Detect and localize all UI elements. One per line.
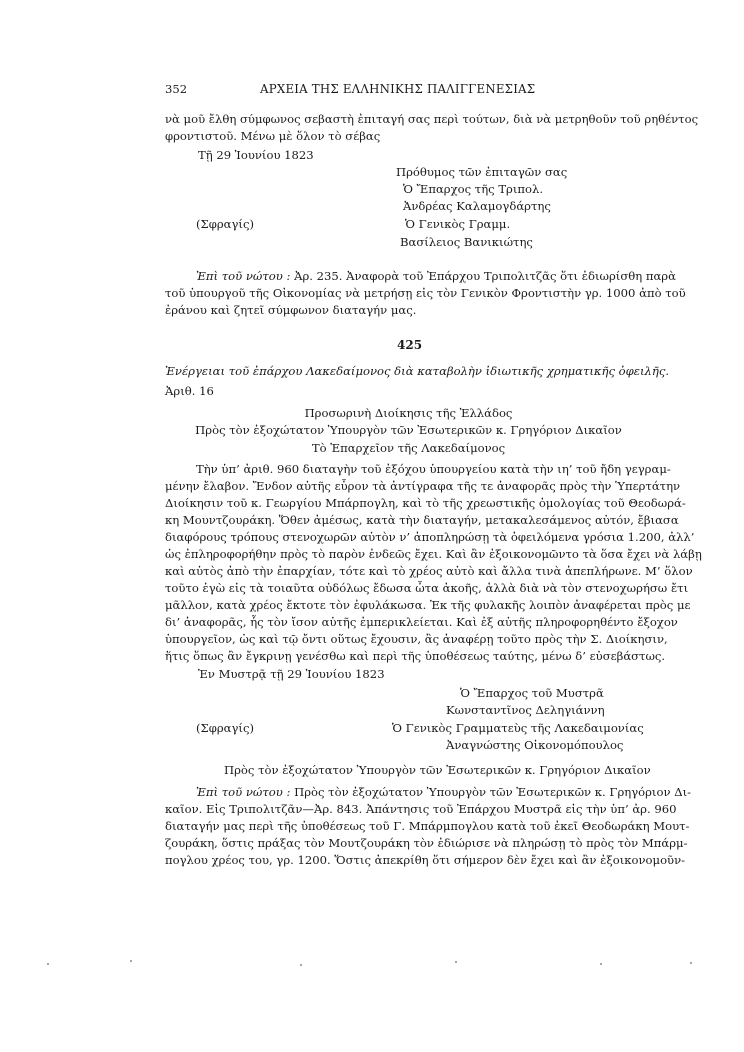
document-number: 425 — [397, 338, 423, 352]
running-title: ΑΡΧΕΙΑ ΤΗΣ ΕΛΛΗΝΙΚΗΣ ΠΑΛΙΓΓΕΝΕΣΙΑΣ — [260, 82, 536, 96]
scan-speck — [130, 960, 132, 962]
body-line: μᾶλλον, κατὰ χρέος ἔκτοτε τὸν ἐφυλάκωσα. Ἐκ τῆς φυλακῆς λοιπὸν ἀναφέρεται πρὸς με — [165, 598, 691, 612]
signature-line: Ἀναγνώστης Οἰκονομόπουλος — [446, 738, 624, 752]
body-line: ὡς ἐπληροφορήθην πρὸς τὸ παρὸν ἐνδεῶς ἔχει. Καὶ ἂν ἐξοικονομῶντο τὰ ὅσα ἔχει νὰ λάβῃ — [165, 547, 702, 561]
prev-doc-signature: Πρόθυμος τῶν ἐπιταγῶν σας — [396, 165, 568, 179]
scan-speck — [690, 962, 692, 964]
body-line: τοῦτο ἐγὼ εἰς τὰ τοιαῦτα οὐδόλως ἔδωσα ὦτα ἀκοῆς, ἀλλὰ διὰ νὰ τὸν στενοχωρήσω ἔτι — [165, 581, 689, 595]
body-line: ἥτις ὅπως ἂν ἔγκρινῃ γενέσθω καὶ περὶ τῆς ὑποθέσεως ταύτης, μένω δ’ εὐσεβάστως. — [165, 649, 666, 663]
prev-doc-signature: Ὁ Γενικὸς Γραμμ. — [405, 217, 511, 231]
body-line: διαφόρους τρόπους στενοχωρῶν αὐτὸν ν’ ἀποπληρώσῃ τὰ ὀφειλόμενα γρόσια 1.200, ἀλλ’ — [165, 530, 695, 544]
body-line: ὑπουργεῖον, ὡς καὶ τῷ ὄντι οὕτως ἔχουσιν, ἂς ἀναφέρῃ τοῦτο πρὸς τὴν Σ. Διοίκησιν, — [165, 632, 668, 646]
signature-line: Ὁ Ἔπαρχος τοῦ Μυστρᾶ — [460, 686, 604, 700]
address-line: Τὸ Ἐπαρχεῖον τῆς Λακεδαίμονος — [311, 441, 506, 455]
verso-text: τοῦ ὑπουργοῦ τῆς Οἰκονομίας νὰ μετρήσῃ εἰς τὸν Γενικὸν Φροντιστὴν γρ. 1000 ἀπὸ τοῦ — [165, 286, 686, 300]
prev-doc-line: νὰ μοῦ ἔλθη σύμφωνος σεβαστὴ ἐπιταγή σας περὶ τούτων, διὰ νὰ μετρηθοῦν τοῦ ρηθέντος — [165, 112, 699, 126]
body-line: δι’ ἀναφορᾶς, ἧς τὸν ἴσον αὐτῆς ἐμπερικλείεται. Καὶ ἐξ αὐτῆς πληροφορηθέντο ἔξοχον — [165, 615, 678, 629]
scan-speck — [455, 961, 457, 963]
scan-speck — [300, 964, 302, 966]
address-line: Προσωρινὴ Διοίκησις τῆς Ἑλλάδος — [304, 406, 513, 420]
prev-doc-signature: Ὁ Ἔπαρχος τῆς Τριπολ. — [403, 182, 544, 196]
document-date: Ἐν Μυστρᾷ τῇ 29 Ἰουνίου 1823 — [198, 667, 385, 681]
prev-doc-signature: Ἀνδρέας Καλαμογδάρτης — [403, 199, 551, 213]
address-line: Πρὸς τὸν ἐξοχώτατον Ὑπουργὸν τῶν Ἐσωτερικῶν κ. Γρηγόριον Δικαῖον — [195, 423, 622, 437]
prev-doc-signature: Βασίλειος Βανικιώτης — [400, 235, 533, 249]
verso-label: Ἐπὶ τοῦ νώτου : — [196, 785, 291, 799]
verso-note — [196, 785, 692, 799]
document-heading: Ἐνέργειαι τοῦ ἐπάρχου Λακεδαίμονος διὰ καταβολὴν ἰδιωτικῆς χρηματικῆς ὀφειλῆς. — [165, 364, 669, 378]
body-line: Τὴν ὑπ’ ἀριθ. 960 διαταγὴν τοῦ ἐξόχου ὑπουργείου κατὰ τὴν ιη’ τοῦ ἤδη γεγραμ- — [196, 462, 671, 476]
body-line: Διοίκησιν τοῦ κ. Γεωργίου Μπάρπογλη, καὶ τὸ τῆς χρεωστικῆς ὁμολογίας τοῦ Θεοδωρά- — [165, 496, 686, 510]
body-line: κη Μουντζουράκη. Ὅθεν ἀμέσως, κατὰ τὴν διαταγήν, μετακαλεσάμενος αὐτόν, ἔβιασα — [165, 513, 679, 527]
verso-note — [196, 269, 676, 283]
verso-label: Ἐπὶ τοῦ νώτου : — [196, 269, 291, 283]
body-line: μένην ἔλαβον. Ἔνδον αὐτῆς εὗρον τὰ ἀντίγραφα τῆς τε ἀναφορᾶς πρὸς τὴν Ὑπερτάτην — [165, 479, 681, 493]
prev-doc-date: Τῇ 29 Ἰουνίου 1823 — [198, 148, 314, 162]
verso-text: ἐράνου καὶ ζητεῖ σύμφωνον διαταγήν μας. — [165, 303, 417, 317]
verso-text: Ἀρ. 235. Ἀναφορὰ τοῦ Ἐπάρχου Τριπολιτζᾶς ὅτι ἐδιωρίσθη παρὰ — [294, 269, 676, 283]
verso-text: Πρὸς τὸν ἐξοχώτατον Ὑπουργὸν τῶν Ἐσωτερικῶν κ. Γρηγόριον Δι- — [294, 785, 692, 799]
signature-line: Κωνσταντῖνος Δεληγιάννη — [446, 703, 605, 717]
verso-text: ζουράκη, ὅστις πράξας τὸν Μουτζουράκη τὸν ἐδιώρισε νὰ πληρώσῃ τὸ πρὸς τὸν Μπάρμ- — [165, 836, 688, 850]
page-number: 352 — [165, 82, 188, 96]
signature-line: Ὁ Γενικὸς Γραμματεὺς τῆς Λακεδαιμονίας — [392, 721, 644, 735]
scan-speck — [47, 963, 49, 965]
recipient-line: Πρὸς τὸν ἐξοχώτατον Ὑπουργὸν τῶν Ἐσωτερικῶν κ. Γρηγόριον Δικαῖον — [224, 763, 651, 777]
seal-label: (Σφραγίς) — [196, 721, 254, 735]
prev-doc-line: φροντιστοῦ. Μένω μὲ ὅλον τὸ σέβας — [165, 129, 381, 143]
verso-text: διαταγήν μας περὶ τῆς ὑποθέσεως τοῦ Γ. Μπάρμπογλου κατὰ τοῦ ἐκεῖ Θεοδωράκη Μουτ- — [165, 819, 690, 833]
seal-label: (Σφραγίς) — [196, 217, 254, 231]
verso-text: καῖον. Εἰς Τριπολιτζᾶν—Ἀρ. 843. Ἀπάντησις τοῦ Ἐπάρχου Μυστρᾶ εἰς τὴν ὑπ’ ἀρ. 960 — [165, 802, 677, 816]
scan-speck — [600, 963, 602, 965]
verso-text: πογλου χρέος του, γρ. 1200. Ὅστις ἀπεκρίθη ὅτι σήμερον δὲν ἔχει καὶ ἂν ἐξοικονομοῦν- — [165, 853, 686, 867]
document-arith: Ἀριθ. 16 — [165, 384, 214, 398]
body-line: καὶ αὐτὸς ἀπὸ τὴν ἐπαρχίαν, τότε καὶ τὸ χρέος αὐτὸ καὶ ἄλλα τινὰ ἀπεπλήρωνε. Μ’ ὅλον — [165, 564, 693, 578]
